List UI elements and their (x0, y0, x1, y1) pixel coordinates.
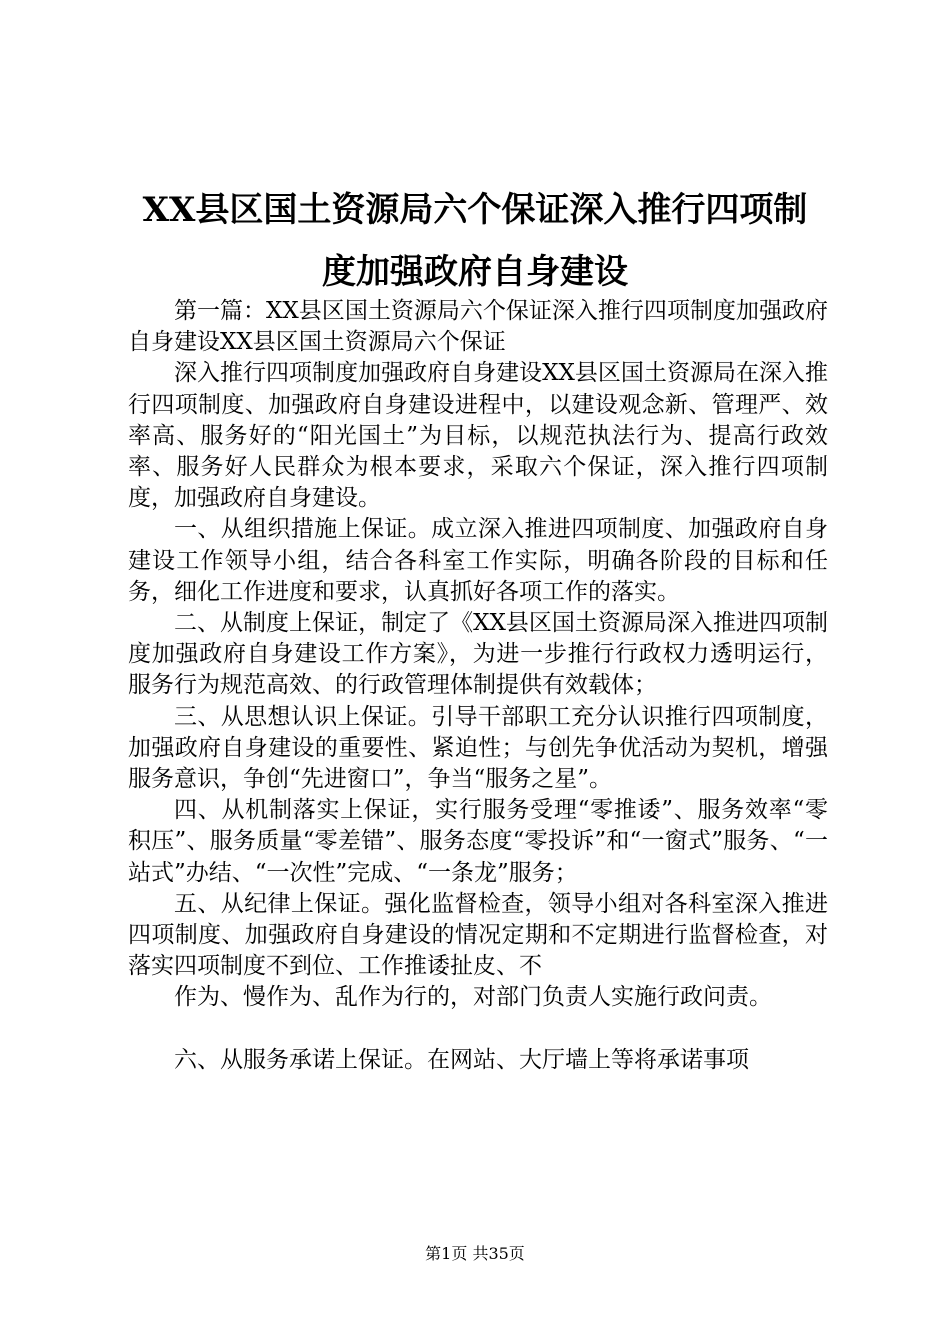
document-title-line-1: XX县区国土资源局六个保证深入推行四项制 (142, 190, 808, 230)
paragraph-1: 第一篇：XX县区国土资源局六个保证深入推行四项制度加强政府自身建设XX县区国土资源局六个保证 (128, 298, 828, 356)
paragraph-2: 深入推行四项制度加强政府自身建设XX县区国土资源局在深入推行四项制度、加强政府自身建设进程中，以建设观念新、管理严、效率高、服务好的“阳光国土”为目标，以规范执法行为、提高行政效率、服务好人民群众为根本要求，采取六个保证，深入推行四项制度，加强政府自身建设。 (128, 360, 828, 512)
page-footer: 第1页 共35页 (425, 1244, 525, 1263)
paragraph-9: 六、从服务承诺上保证。在网站、大厅墙上等将承诺事项 (174, 1046, 749, 1073)
paragraph-3: 一、从组织措施上保证。成立深入推进四项制度、加强政府自身建设工作领导小组，结合各科室工作实际，明确各阶段的目标和任务，细化工作进度和要求，认真抓好各项工作的落实。 (128, 516, 828, 605)
document-title-line-2: 度加强政府自身建设 (322, 252, 628, 292)
paragraph-4: 二、从制度上保证，制定了《XX县区国土资源局深入推进四项制度加强政府自身建设工作方案》，为进一步推行行政权力透明运行，服务行为规范高效、的行政管理体制提供有效载体； (128, 610, 828, 699)
paragraph-6: 四、从机制落实上保证，实行服务受理“零推诿”、服务效率“零积压”、服务质量“零差错”、服务态度“零投诉”和“一窗式”服务、“一站式”办结、“一次性”完成、“一条龙”服务； (128, 797, 828, 886)
paragraph-8: 作为、慢作为、乱作为行的，对部门负责人实施行政问责。 (174, 984, 772, 1011)
paragraph-gap (128, 1014, 828, 1045)
paragraph-5: 三、从思想认识上保证。引导干部职工充分认识推行四项制度，加强政府自身建设的重要性、紧迫性；与创先争优活动为契机，增强服务意识，争创“先进窗口”，争当“服务之星”。 (128, 703, 828, 793)
document-body (128, 296, 828, 1076)
paragraph-7: 五、从纪律上保证。强化监督检查，领导小组对各科室深入推进四项制度、加强政府自身建设的情况定期和不定期进行监督检查，对落实四项制度不到位、工作推诿扯皮、不 (128, 890, 828, 980)
